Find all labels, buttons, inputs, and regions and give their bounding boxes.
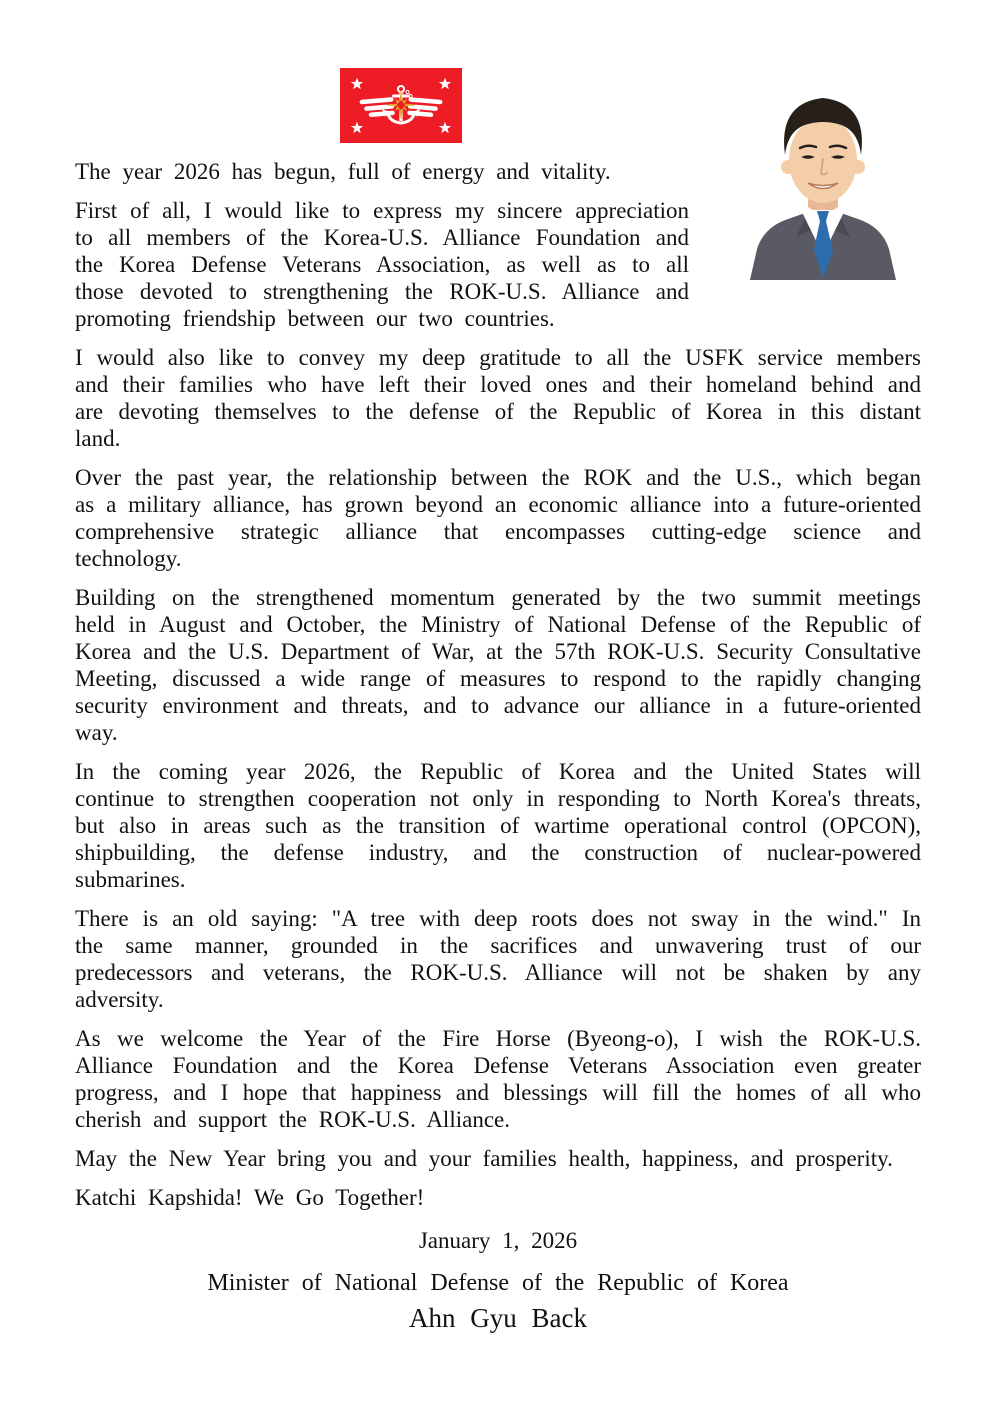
signature-name: Ahn Gyu Back	[409, 1303, 587, 1333]
paragraph-scm-meeting: Building on the strengthened momentum generated by the two summit meetings held in August and October, the Ministry of National Defense of the Republic of Korea and the U.S. Department of War, at the 57th ROK-U.S. Security Consultative Meeting, discussed a wide range of measures to respond to the rapidly changing security environment and threats, and to advance our alliance in a future-oriented way.	[75, 585, 921, 745]
signature-title: Minister of National Defense of the Republic of Korea	[207, 1270, 789, 1296]
letter-date: January 1, 2026	[418, 1228, 578, 1253]
paragraph-appreciation: First of all, I would like to express my sincere appreciation to all members of the Korea-U.S. Alliance Foundation and the Korea Defense Veterans Association, as well as to all those devoted to strengthening the ROK-U.S. Alliance and promoting friendship between our two countries.	[75, 198, 689, 331]
paragraph-usfk-gratitude: I would also like to convey my deep gratitude to all the USFK service members and their families who have left their loved ones and their homeland behind and are devoting themselves to the defense of the Republic of Korea in this distant land.	[75, 345, 921, 451]
paragraph-new-year-blessing: May the New Year bring you and your families health, happiness, and prosperity.	[75, 1146, 893, 1171]
paragraph-greeting: The year 2026 has begun, full of energy and vitality.	[75, 159, 611, 184]
paragraph-old-saying: There is an old saying: "A tree with deep roots does not sway in the wind." In the same manner, grounded in the sacrifices and unwavering trust of our predecessors and veterans, the ROK-U.S. Alliance will not be shaken by any adversity.	[75, 906, 921, 1012]
flag-graphic	[340, 68, 462, 143]
paragraph-2026-cooperation: In the coming year 2026, the Republic of Korea and the United States will continue to strengthen cooperation not only in responding to North Korea's threats, but also in areas such as the transition of wartime operational control (OPCON), shipbuilding, the defense industry, and the construction of nuclear-powered submarines.	[75, 759, 921, 892]
paragraph-alliance-growth: Over the past year, the relationship between the ROK and the U.S., which began as a military alliance, has grown beyond an economic alliance into a future-oriented comprehensive strategic alliance that encompasses cutting-edge science and technology.	[75, 465, 921, 571]
paragraph-fire-horse-wish: As we welcome the Year of the Fire Horse (Byeong-o), I wish the ROK-U.S. Alliance Foundation and the Korea Defense Veterans Association even greater progress, and I hope that happiness and blessings will fill the homes of all who cherish and support the ROK-U.S. Alliance.	[75, 1026, 921, 1132]
letter-body	[75, 158, 921, 1334]
paragraph-katchi-kapshida: Katchi Kapshida! We Go Together!	[75, 1185, 425, 1210]
ministry-of-national-defense-flag-icon	[340, 68, 462, 143]
photo-wrap-spacer	[689, 158, 921, 305]
